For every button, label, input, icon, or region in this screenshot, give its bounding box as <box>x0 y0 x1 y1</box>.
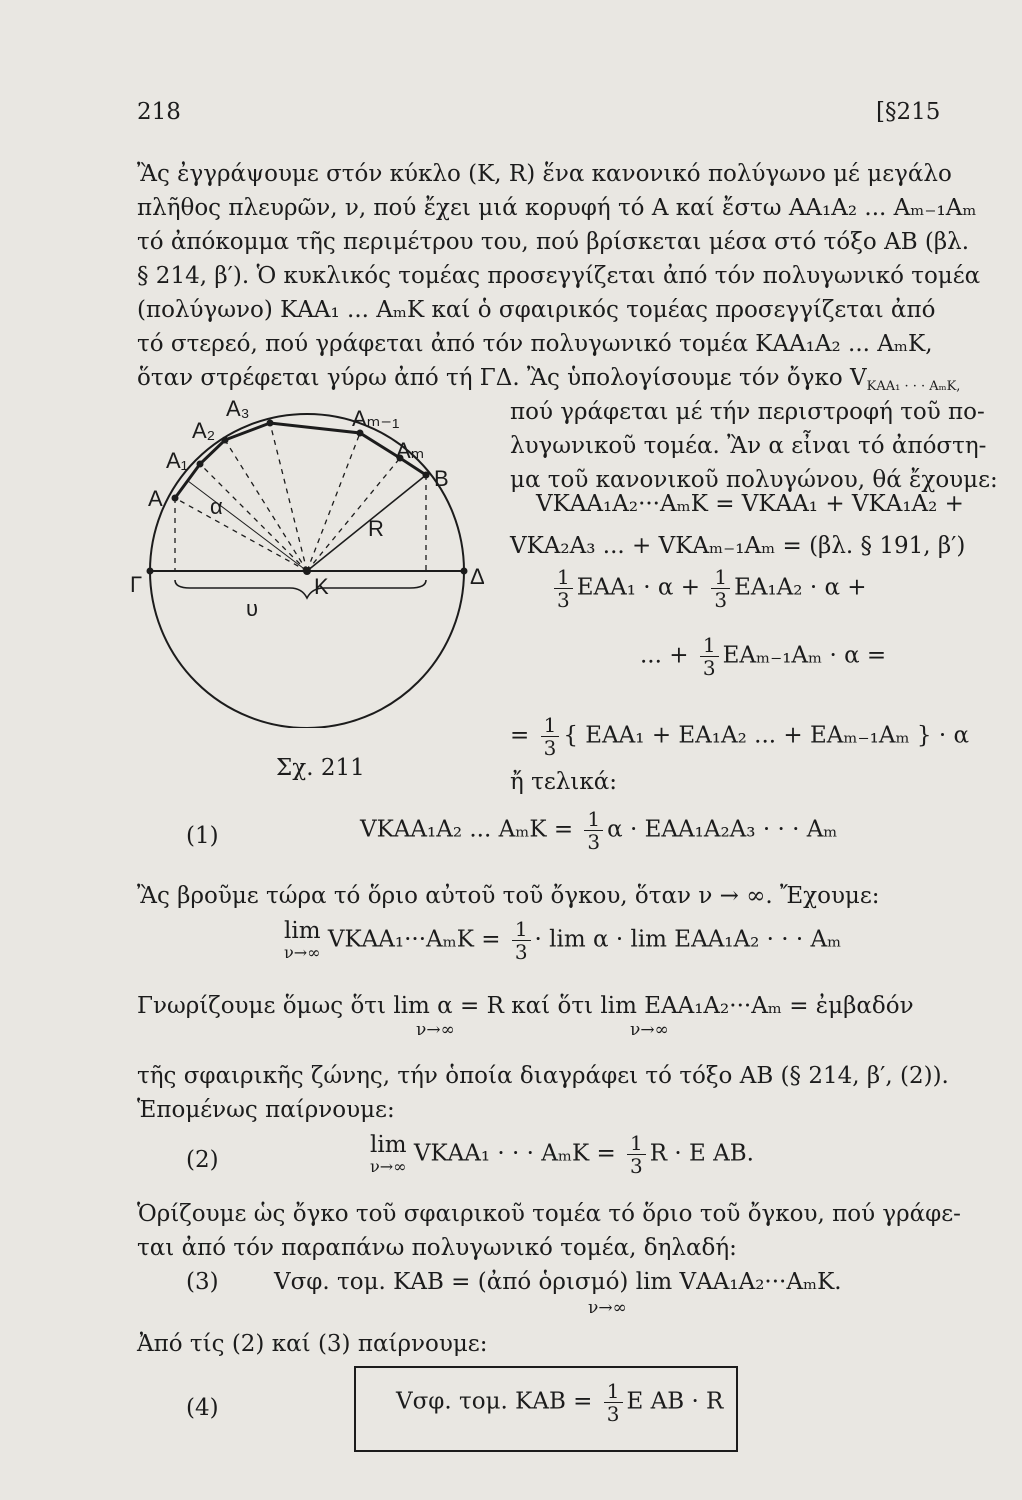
fraction: $\frac{1}{3}$ <box>554 566 573 611</box>
figure-211 <box>130 388 490 728</box>
lim-operator: lim ν→∞ <box>370 1132 407 1176</box>
lim-eq: lim ν→∞ VΚΑΑ₁···ΑₘΚ = $\frac{1}{3}$ · lim α · lim ΕΑΑ₁Α₂ · · · Αₘ <box>284 917 842 964</box>
eq2: lim ν→∞ VΚΑΑ₁ · · · ΑₘΚ = $\frac{1}{3}$ R · Ε ΑΒ. <box>370 1131 754 1178</box>
text3-line2: τῆς σφαιρικῆς ζώνης, τήν ὁποία διαγράφει τό τόξο ΑΒ (§ 214, β′, (2)). <box>137 1063 949 1089</box>
label-Am: Αₘ <box>396 438 425 463</box>
para1-line6: τό στερεό, πού γράφεται ἀπό τόν πολυγωνικό τομέα ΚΑΑ₁Α₂ ... ΑₘΚ, <box>137 331 933 357</box>
eq3-tag: (3) <box>186 1269 219 1295</box>
para1-line9: λυγωνικοῦ τομέα. Ἂν α εἶναι τό ἀπόστη- <box>510 433 987 459</box>
eq1-tag: (1) <box>186 823 219 849</box>
eq-a-row2: VΚΑ₂Α₃ ... + VΚΑₘ₋₁Αₘ = (βλ. § 191, β′) <box>510 533 966 559</box>
label-K: Κ <box>314 574 329 599</box>
lim-under-1: ν→∞ <box>416 1020 455 1040</box>
label-A2: Α₂ <box>192 418 216 443</box>
para1-line4: § 214, β′). Ὁ κυκλικός τομέας προσεγγίζεται ἀπό τόν πολυγωνικό τομέα <box>137 263 981 289</box>
para1-line8: πού γράφεται μέ τήν περιστροφή τοῦ πο- <box>510 399 985 425</box>
eq-a-row4: ... + $\frac{1}{3}$ ΕΑₘ₋₁Αₘ · α = <box>640 633 887 680</box>
eq4-tag: (4) <box>186 1395 219 1421</box>
fraction: $\frac{1}{3}$ <box>512 918 531 963</box>
eq-a-row3: $\frac{1}{3}$ ΕΑΑ₁ · α + $\frac{1}{3}$ ΕΑ₁Α₂ · α + <box>550 566 867 611</box>
brace-upsilon <box>175 580 426 598</box>
label-A1: Α₁ <box>166 448 189 473</box>
text3-line1: Γνωρίζουμε ὅμως ὅτι lim α = R καί ὅτι lim ΕΑΑ₁Α₂···Αₘ = ἐμβαδόν <box>137 993 914 1019</box>
eq-a-row1: VΚΑΑ₁Α₂···ΑₘΚ = VΚΑΑ₁ + VΚΑ₁Α₂ + <box>536 491 964 517</box>
label-A: Α <box>148 486 163 511</box>
para1-line7-text: ὅταν στρέφεται γύρω ἀπό τή ΓΔ. Ἂς ὑπολογίσουμε τόν ὄγκο V <box>137 365 867 391</box>
para1-line1: Ἂς ἐγγράψουμε στόν κύκλο (Κ, R) ἕνα κανονικό πολύγωνο μέ μεγάλο <box>137 161 952 187</box>
figure-caption: Σχ. 211 <box>276 755 365 781</box>
label-A3: Α₃ <box>226 396 250 421</box>
fraction: $\frac{1}{3}$ <box>584 808 603 853</box>
eq-a-row5: = $\frac{1}{3}$ { ΕΑΑ₁ + ΕΑ₁Α₂ ... + ΕΑₘ₋₁Αₘ } · α <box>510 713 969 760</box>
page-number: 218 <box>137 99 181 125</box>
fraction: $\frac{1}{3}$ <box>604 1380 623 1425</box>
text2: Ἂς βροῦμε τώρα τό ὅριο αὐτοῦ τοῦ ὄγκου, ὅταν ν → ∞. Ἔχουμε: <box>137 883 880 909</box>
fraction: $\frac{1}{3}$ <box>627 1132 646 1177</box>
eq1: VΚΑΑ₁Α₂ ... ΑₘΚ = $\frac{1}{3}$ α · ΕΑΑ₁Α₂Α₃ · · · Αₘ <box>360 807 838 854</box>
fraction: $\frac{1}{3}$ <box>700 634 719 679</box>
label-B: Β <box>434 466 449 491</box>
text5: Ἀπό τίς (2) καί (3) παίρνουμε: <box>137 1331 488 1357</box>
lim-under-3: ν→∞ <box>588 1298 627 1318</box>
text4-line1: Ὁρίζουμε ὡς ὄγκο τοῦ σφαιρικοῦ τομέα τό ὅριο τοῦ ὄγκου, πού γράφε- <box>137 1201 961 1227</box>
section-marker: [§215 <box>876 99 941 125</box>
para1-line5: (πολύγωνο) ΚΑΑ₁ ... ΑₘΚ καί ὁ σφαιρικός τομέας προσεγγίζεται ἀπό <box>137 297 936 323</box>
label-D: Δ <box>470 564 485 589</box>
para1-line2: πλῆθος πλευρῶν, ν, πού ἔχει μιά κορυφή τό Α καί ἔστω ΑΑ₁Α₂ ... Αₘ₋₁Αₘ <box>137 195 977 221</box>
volume-subscript: ΚΑΑ₁ · · · ΑₘΚ, <box>866 379 961 394</box>
label-G: Γ <box>130 572 143 597</box>
eq2-tag: (2) <box>186 1147 219 1173</box>
eq4: Vσφ. τομ. ΚΑΒ = $\frac{1}{3}$ Ε ΑΒ · R <box>396 1379 724 1426</box>
fraction: $\frac{1}{3}$ <box>541 714 560 759</box>
label-Am1: Αₘ₋₁ <box>352 406 400 431</box>
text4-line2: ται ἀπό τόν παραπάνω πολυγωνικό τομέα, δηλαδή: <box>137 1235 737 1261</box>
lim-under-2: ν→∞ <box>630 1020 669 1040</box>
eq3: Vσφ. τομ. ΚΑΒ = (ἀπό ὁρισμό) lim VΑΑ₁Α₂···ΑₘΚ. <box>274 1269 842 1295</box>
apothem <box>188 481 307 571</box>
label-R: R <box>368 516 384 541</box>
final-word: ἤ τελικά: <box>510 769 617 795</box>
text3-line3: Ἑπομένως παίρνουμε: <box>137 1097 395 1123</box>
para1-line3: τό ἀπόκομμα τῆς περιμέτρου του, πού βρίσκεται μέσα στό τόξο ΑΒ (βλ. <box>137 229 970 255</box>
label-alpha: α <box>210 494 223 519</box>
para1-line10: μα τοῦ κανονικοῦ πολυγώνου, θά ἔχουμε: <box>510 467 998 493</box>
label-nu: υ <box>246 596 259 621</box>
lim-operator: lim ν→∞ <box>284 918 321 962</box>
fraction: $\frac{1}{3}$ <box>711 566 730 611</box>
